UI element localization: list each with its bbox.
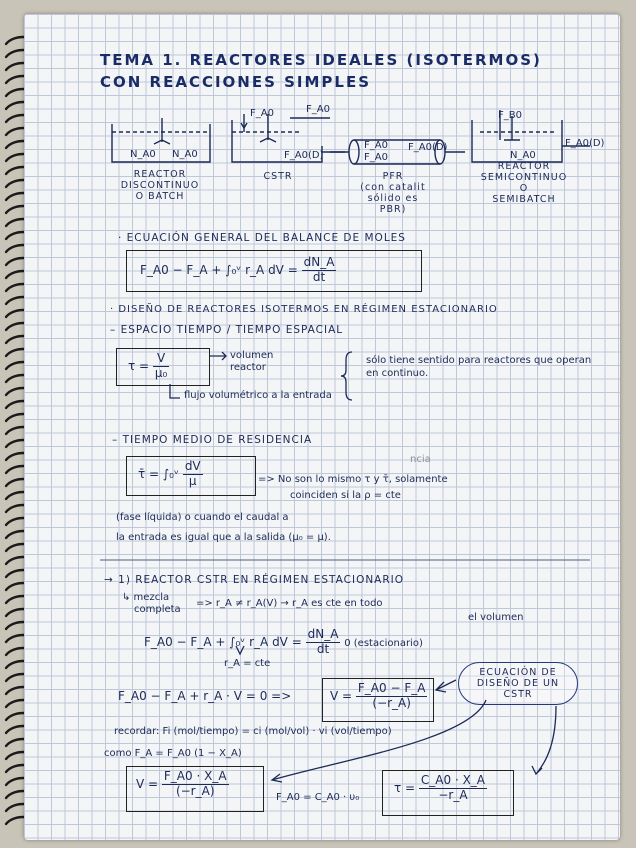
pfr-label-fb0: F_A0	[364, 152, 388, 163]
residence-num: dV	[184, 459, 201, 473]
cstr-mix-2: completa	[134, 604, 181, 615]
residence-note-4: la entrada es igual que a la salida (μ₀ = μ).	[116, 532, 331, 543]
cstr-eq1-num: dN_A	[307, 627, 339, 641]
residence-lhs: τ̄ = ∫₀ᵛ	[138, 466, 179, 481]
cstr-mix-4: el volumen	[468, 612, 524, 623]
cstr-eq1-note: 0 (estacionario)	[344, 637, 423, 649]
volume-note: volumen reactor	[230, 350, 274, 373]
cstr-eq1-den: dt	[316, 641, 330, 656]
cstr-eq2: F_A0 − F_A + r_A · V = 0 =>	[118, 689, 292, 703]
cstr-v-lhs: V =	[330, 688, 353, 703]
cstr-ra-note: r_A = cte	[224, 658, 271, 669]
semibatch-label-na0: N_A0	[510, 150, 536, 161]
pfr-caption: PFR (con catalit sólido es PBR)	[360, 171, 426, 215]
cstr-caption: CSTR	[263, 171, 293, 182]
residence-note-2: coinciden si la ρ = cte	[290, 490, 401, 501]
residence-heading: – TIEMPO MEDIO DE RESIDENCIA	[112, 434, 313, 446]
residence-note-3: (fase líquida) o cuando el caudal a	[116, 512, 289, 523]
semibatch-label-fa-out: F_A0(D)	[565, 138, 605, 149]
tau-lhs: τ =	[128, 358, 150, 373]
batch-caption: REACTOR DISCONTINUO O BATCH	[120, 169, 200, 202]
residence-faded-text: ncia	[410, 454, 431, 465]
recall-note: recordar: Fi (mol/tiempo) = ci (mol/vol) · vi (vol/tiempo)	[114, 726, 392, 737]
cstr-tau-lhs: τ =	[394, 780, 416, 795]
pfr-label-fa0: F_A0	[364, 140, 388, 151]
cstr-v-conversion-lhs: V =	[136, 776, 159, 791]
page-title-line1: TEMA 1. REACTORES IDEALES (ISOTERMOS)	[100, 51, 542, 69]
cstr-v-num: F_A0 − F_A	[357, 681, 426, 695]
balance-heading: · ECUACIÓN GENERAL DEL BALANCE DE MOLES	[118, 232, 406, 244]
page-title-line2: CON REACCIONES SIMPLES	[100, 73, 372, 91]
tau-den: μ₀	[154, 365, 168, 380]
pfr-label-fa-out: F_A0(D)	[408, 142, 448, 153]
cstr-mix-3: => r_A ≠ r_A(V) → r_A es cte en todo	[196, 598, 383, 609]
cstr-mix-1: ↳ mezcla	[122, 592, 170, 603]
cstr-label-fa0-top: F_A0	[306, 104, 330, 115]
cstr-tau-den: −r_A	[438, 787, 468, 802]
tau-num: V	[153, 352, 169, 367]
batch-label-na0-left: N_A0	[130, 149, 156, 160]
cstr-v-conversion-num: F_A0 · X_A	[163, 769, 227, 783]
cstr-label-fa-out: F_A0(D)	[284, 150, 324, 161]
balance-lhs: F_A0 − F_A + ∫₀ᵛ r_A dV =	[140, 262, 298, 277]
semibatch-label-fb0: F_B0	[498, 110, 522, 121]
semibatch-caption: REACTOR SEMICONTINUO O SEMIBATCH	[480, 161, 568, 205]
residence-note-1: => No son lo mismo τ y τ̄, solamente	[258, 474, 448, 485]
design-equation-bubble: ECUACIÓN DE DISEÑO DE UN CSTR	[458, 662, 578, 705]
cstr-v-den: (−r_A)	[372, 695, 411, 710]
residence-den: μ	[188, 473, 197, 488]
cstr-heading: → 1) REACTOR CSTR EN RÉGIMEN ESTACIONARIO	[104, 574, 405, 586]
cstr-eq1-lhs: F_A0 − F_A + ∫₀ᵛ r_A dV =	[144, 634, 302, 649]
brace-note: sólo tiene sentido para reactores que operan en continuo.	[366, 355, 592, 379]
flow-note: flujo volumétrico a la entrada	[184, 390, 332, 401]
substitution-note: F_A0 = C_A0 · υ₀	[276, 792, 360, 803]
como-note: como F_A = F_A0 (1 − X_A)	[104, 748, 242, 759]
cstr-v-conversion-den: (−r_A)	[175, 783, 215, 798]
cstr-label-fa0-in: F_A0	[250, 108, 274, 119]
balance-num: dN_A	[303, 255, 335, 269]
batch-label-na0-right: N_A0	[172, 149, 198, 160]
balance-den: dt	[312, 269, 326, 284]
design-heading: · DISEÑO DE REACTORES ISOTERMOS EN RÉGIMEN ESTACIONARIO	[110, 304, 498, 315]
space-time-heading: – ESPACIO TIEMPO / TIEMPO ESPACIAL	[110, 324, 344, 336]
cstr-tau-num: C_A0 · X_A	[420, 773, 486, 787]
